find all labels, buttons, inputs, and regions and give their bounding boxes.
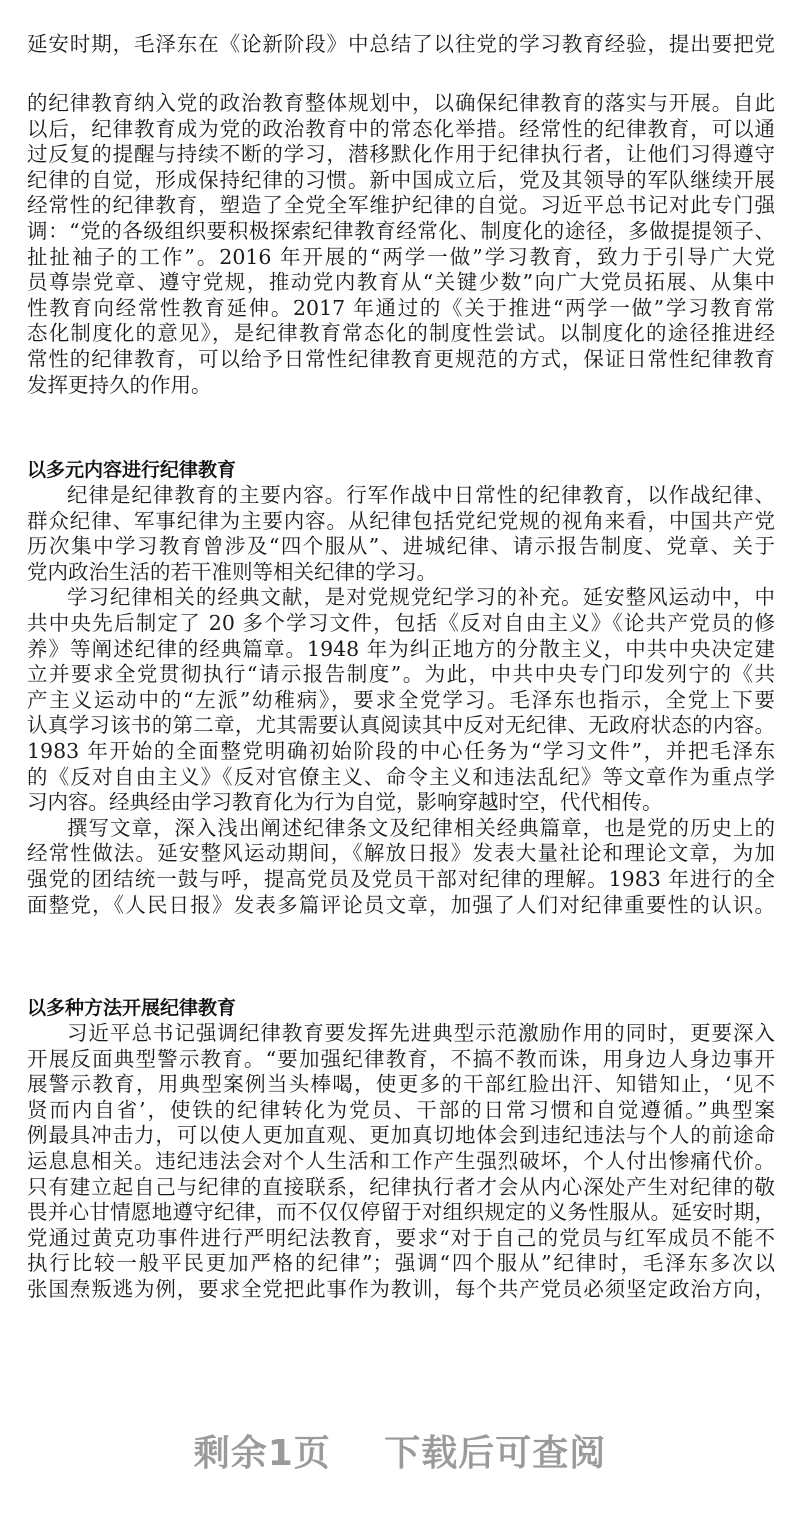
text-line: 纪律的自觉，形成保持纪律的习惯。新中国成立后，党及其领导的军队继续开展	[27, 167, 775, 192]
text-line: 立并要求全党贯彻执行“请示报告制度”。为此，中共中央专门印发列宁的《共	[27, 662, 775, 687]
text-line: 调：“党的各级组织要积极探索纪律教育经常化、制度化的途径，多做提提领子、	[27, 218, 775, 243]
text-line: 经常性的纪律教育，塑造了全党全军维护纪律的自觉。习近平总书记对此专门强	[27, 193, 775, 218]
text-line: 态化制度化的意见》，是纪律教育常态化的制度性尝试。以制度化的途径推进经	[27, 321, 775, 346]
text-line: 员尊崇党章、遵守党规，推动党内教育从“关键少数”向广大党员拓展、从集中	[27, 270, 775, 295]
text-line: 产主义运动中的“左派”幼稚病》，要求全党学习。毛泽东也指示，全党上下要	[27, 687, 775, 712]
text-line: 强党的团结统一鼓与呼，提高党员及党员干部对纪律的理解。1983 年进行的全	[27, 866, 775, 891]
text-line: 只有建立起自己与纪律的直接联系，纪律执行者才会从内心深处产生对纪律的敬	[27, 1174, 775, 1199]
text-line: 扯扯袖子的工作”。2016 年开展的“两学一做”学习教育，致力于引导广大党	[27, 244, 775, 269]
text-line: 畏并心甘情愿地遵守纪律，而不仅仅停留于对组织规定的义务性服从。延安时期，	[27, 1200, 775, 1225]
text-line: 发挥更持久的作用。	[27, 372, 212, 397]
text-line: 的《反对自由主义》《反对官僚主义、命令主义和违法乱纪》等文章作为重点学	[27, 764, 775, 789]
text-line: 群众纪律、军事纪律为主要内容。从纪律包括党纪党规的视角来看，中国共产党	[27, 508, 775, 533]
text-line: 历次集中学习教育曾涉及“四个服从”、进城纪律、请示报告制度、党章、关于	[27, 534, 775, 559]
text-line: 过反复的提醒与持续不断的学习，潜移默化作用于纪律执行者，让他们习得遵守	[27, 142, 775, 167]
text-line: 1983 年开始的全面整党明确初始阶段的中心任务为“学习文件”，并把毛泽东	[27, 738, 775, 763]
text-line: 养》等阐述纪律的经典篇章。1948 年为纠正地方的分散主义，中共中央决定建	[27, 636, 775, 661]
text-line: 共中央先后制定了 20 多个学习文件，包括《反对自由主义》《论共产党员的修	[27, 610, 775, 635]
text-line: 面整党，《人民日报》发表多篇评论员文章，加强了人们对纪律重要性的认识。	[27, 892, 775, 917]
text-line: 党通过黄克功事件进行严明纪法教育，要求“对于自己的党员与红军成员不能不	[27, 1225, 775, 1250]
text-line: 习内容。经典经由学习教育化为行为自觉，影响穿越时空，代代相传。	[27, 790, 663, 815]
text-line: 展警示教育，用典型案例当头棒喝，使更多的干部红脸出汗、知错知止，‘见不	[27, 1072, 775, 1097]
section-methods-body	[27, 1021, 775, 1303]
text-line: 学习纪律相关的经典文献，是对党规党纪学习的补充。延安整风运动中，中	[67, 585, 775, 610]
text-line: 运息息相关。违纪违法会对个人生活和工作产生强烈破坏，个人付出惨痛代价。	[27, 1148, 775, 1173]
text-line: 认真学习该书的第二章，尤其需要认真阅读其中反对无纪律、无政府状态的内容。	[27, 713, 775, 738]
text-line: 执行比较一般平民更加严格的纪律”；强调“四个服从”纪律时，毛泽东多次以	[27, 1251, 775, 1276]
text-line: 延安时期，毛泽东在《论新阶段》中总结了以往党的学习教育经验，提出要把党	[27, 32, 775, 56]
text-line: 例最具冲击力，可以使人更加直观、更加真切地体会到违纪违法与个人的前途命	[27, 1123, 775, 1148]
paragraph-intro-tail	[27, 32, 775, 58]
section-content-body	[27, 483, 775, 918]
text-line: 党内政治生活的若干准则等相关纪律的学习。	[27, 559, 437, 584]
text-line: 经常性做法。延安整风运动期间，《解放日报》发表大量社论和理论文章，为加	[27, 841, 775, 866]
text-line: 性教育向经常性教育延伸。2017 年通过的《关于推进“两学一做”学习教育常	[27, 295, 775, 320]
text-line: 开展反面典型警示教育。“要加强纪律教育，不搞不教而诛，用身边人身边事开	[27, 1046, 775, 1071]
text-line: 习近平总书记强调纪律教育要发挥先进典型示范激励作用的同时，更要深入	[67, 1021, 775, 1045]
text-line: 常性的纪律教育，可以给予日常性纪律教育更规范的方式，保证日常性纪律教育	[27, 346, 775, 371]
remaining-pages-label: 剩余1页	[193, 1433, 331, 1474]
text-line: 的纪律教育纳入党的政治教育整体规划中，以确保纪律教育的落实与开展。自此	[27, 91, 775, 115]
text-line: 纪律是纪律教育的主要内容。行军作战中日常性的纪律教育，以作战纪律、	[67, 483, 775, 507]
text-line: 贤而内自省’，使铁的纪律转化为党员、干部的日常习惯和自觉遵循。”典型案	[27, 1097, 775, 1122]
section-heading-methods: 以多种方法开展纪律教育	[27, 997, 237, 1019]
text-line: 张国焘叛逃为例，要求全党把此事作为教训，每个共产党员必须坚定政治方向，	[27, 1276, 775, 1301]
download-prompt[interactable]	[0, 1425, 800, 1476]
text-line: 以后，纪律教育成为党的政治教育中的常态化举措。经常性的纪律教育，可以通	[27, 116, 775, 141]
download-to-view-label: 下载后可查阅	[384, 1433, 607, 1474]
paragraph-routine-education	[27, 91, 775, 398]
text-line: 撰写文章，深入浅出阐述纪律条文及纪律相关经典篇章，也是党的历史上的	[67, 815, 775, 840]
section-heading-content: 以多元内容进行纪律教育	[27, 459, 237, 481]
